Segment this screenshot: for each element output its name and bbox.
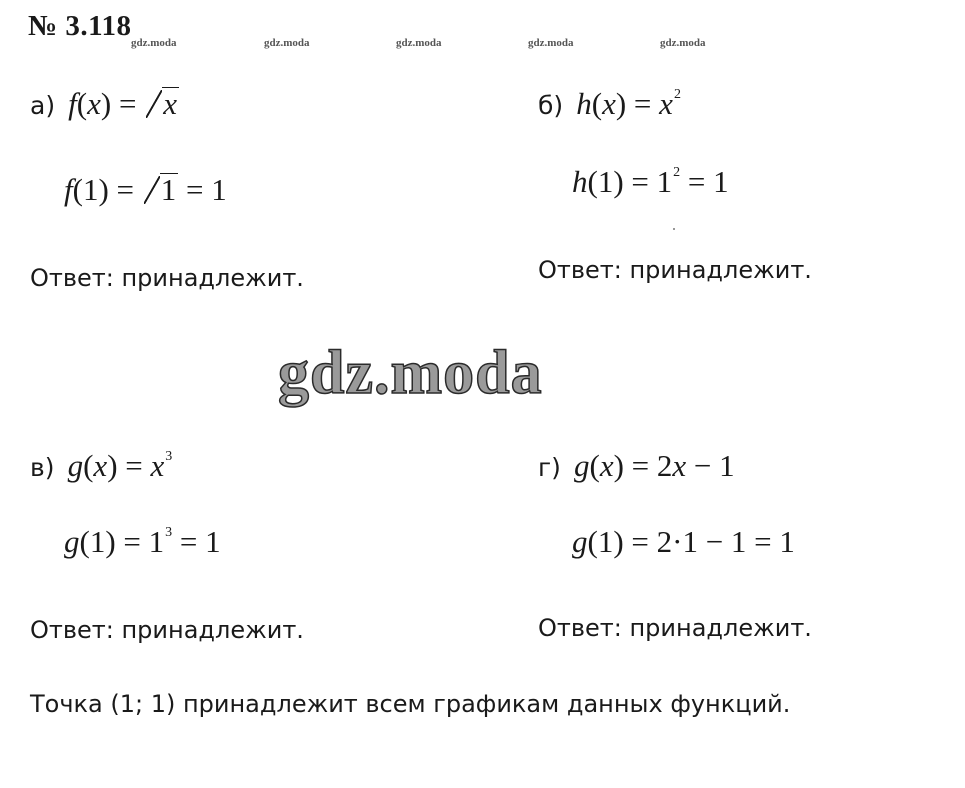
watermark-large: gdz.moda [278, 339, 543, 407]
problem-b-evaluation: $h(1) = 1^2 = 1$ [572, 164, 729, 199]
problem-a-formula: f(x) = x [68, 86, 177, 121]
problem-d-label: г) [538, 453, 561, 482]
problem-c-answer: Ответ: принадлежит. [30, 616, 304, 644]
problem-a-answer: Ответ: принадлежит. [30, 264, 304, 292]
problem-a-definition [30, 86, 179, 122]
watermark-small-3: gdz.moda [396, 37, 442, 49]
watermark-small-5: gdz.moda [660, 37, 706, 49]
watermark-small-2: gdz.moda [264, 37, 310, 49]
problem-b-definition [538, 86, 681, 122]
problem-b-answer: Ответ: принадлежит. [538, 256, 812, 284]
problem-c-formula: $g(x) = x^3$ [67, 448, 173, 483]
problem-c-definition [30, 448, 172, 484]
watermark-small-4: gdz.moda [528, 37, 574, 49]
sqrt-symbol: x [146, 86, 179, 122]
problem-b-label: б) [538, 91, 564, 120]
func-name: f [68, 86, 77, 121]
problem-number-title: № 3.118 [28, 10, 132, 42]
problem-d-answer: Ответ: принадлежит. [538, 614, 812, 642]
problem-a-evaluation: f(1) = 1 = 1 [64, 172, 227, 207]
problem-b-formula: $h(x) = x^2$ [576, 86, 681, 121]
problem-c-evaluation: $g(1) = 1^3 = 1$ [64, 524, 221, 559]
conclusion-text: Точка (1; 1) принадлежит всем графикам данных функций. [30, 690, 791, 718]
problem-c-label: в) [30, 453, 55, 482]
problem-d-formula: g(x) = 2x − 1 [573, 448, 735, 483]
sqrt-symbol: 1 [144, 172, 179, 208]
problem-a-label: а) [30, 91, 56, 120]
watermark-small-1: gdz.moda [131, 37, 177, 49]
problem-d-evaluation: g(1) = 2·1 − 1 = 1 [572, 524, 795, 559]
problem-d-definition [538, 448, 735, 484]
stray-dot [673, 228, 675, 230]
